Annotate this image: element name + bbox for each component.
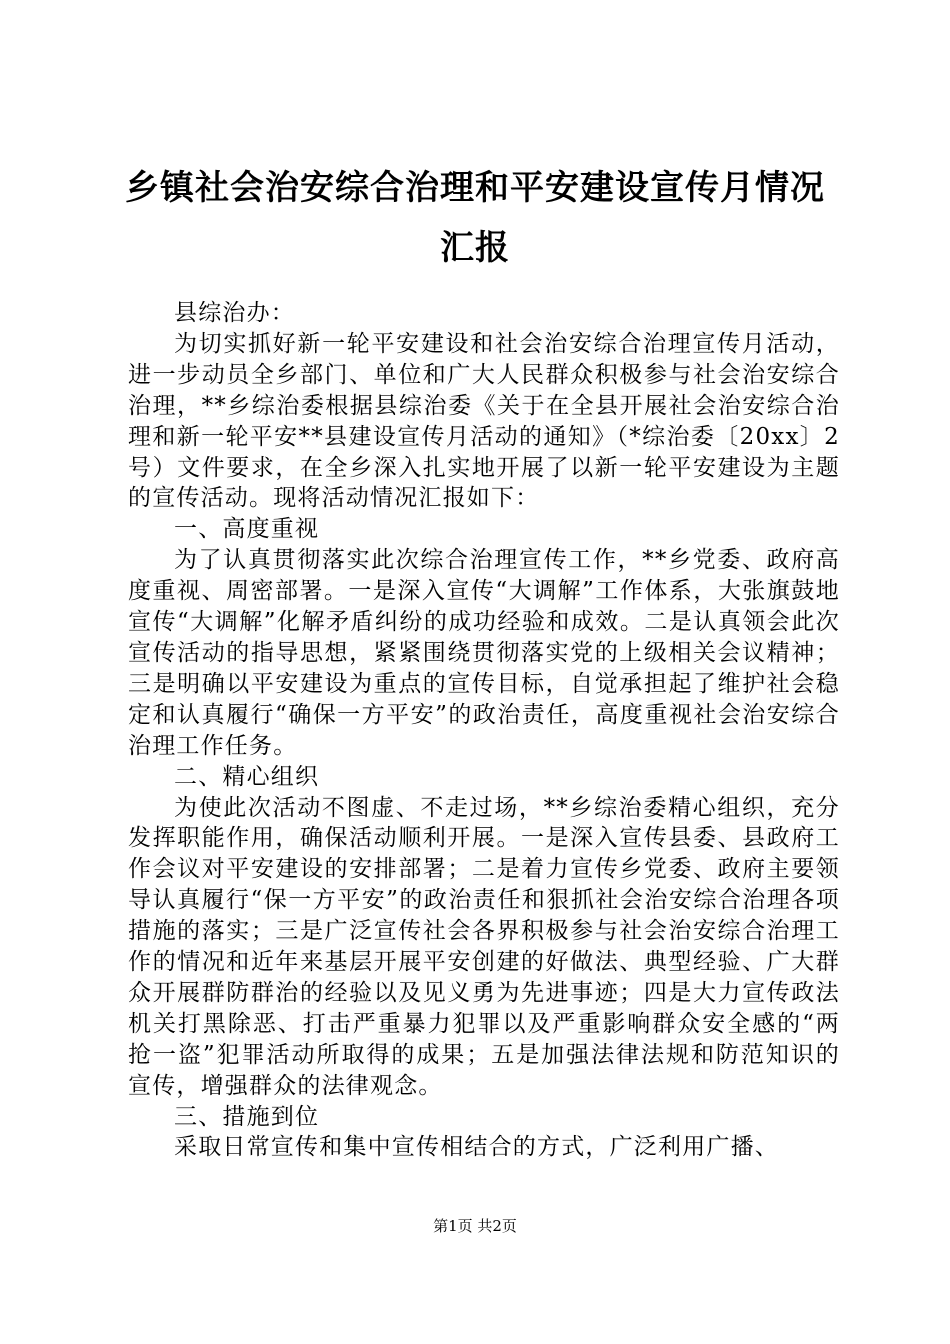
page-number: 第1页 共2页 (433, 1217, 517, 1235)
paragraph-section-2: 为使此次活动不图虚、不走过场，**乡综治委精心组织，充分发挥职能作用，确保活动顺利开展。一是深入宣传县委、县政府工作会议对平安建设的安排部署；二是着力宣传乡党委、政府主要领导认真履行“保一方平安”的政治责任和狠抓社会治安综合治理各项措施的落实；三是广泛宣传社会各界积极参与社会治安综合治理工作的情况和近年来基层开展平安创建的好做法、典型经验、广大群众开展群防群治的经验以及见义勇为先进事迹；四是大力宣传政法机关打黑除恶、打击严重暴力犯罪以及严重影响群众安全感的“两抢一盗”犯罪活动所取得的成果；五是加强法律法规和防范知识的宣传，增强群众的法律观念。 (128, 794, 840, 1099)
paragraph-intro: 为切实抓好新一轮平安建设和社会治安综合治理宣传月活动，进一步动员全乡部门、单位和广大人民群众积极参与社会治安综合治理，**乡综治委根据县综治委《关于在全县开展社会治安综合治理和新一轮平安**县建设宣传月活动的通知》（*综治委〔20xx〕2号）文件要求，在全乡深入扎实地开展了以新一轮平安建设为主题的宣传活动。现将活动情况汇报如下： (128, 330, 840, 512)
section-heading-2: 二、精心组织 (174, 763, 320, 790)
paragraph-section-1: 为了认真贯彻落实此次综合治理宣传工作，**乡党委、政府高度重视、周密部署。一是深入宣传“大调解”工作体系，大张旗鼓地宣传“大调解”化解矛盾纠纷的成功经验和成效。二是认真领会此次宣传活动的指导思想，紧紧围绕贯彻落实党的上级相关会议精神；三是明确以平安建设为重点的宣传目标，自觉承担起了维护社会稳定和认真履行“确保一方平安”的政治责任，高度重视社会治安综合治理工作任务。 (128, 547, 840, 759)
section-heading-1: 一、高度重视 (174, 516, 320, 543)
page-footer (0, 1216, 950, 1236)
salutation: 县综治办： (174, 300, 295, 326)
document-title: 乡镇社会治安综合治理和平安建设宣传月情况汇报 (125, 168, 825, 268)
paragraph-section-3: 采取日常宣传和集中宣传相结合的方式，广泛利用广播、 (174, 1134, 779, 1161)
document-body (128, 298, 840, 1163)
section-heading-3: 三、措施到位 (174, 1103, 320, 1130)
